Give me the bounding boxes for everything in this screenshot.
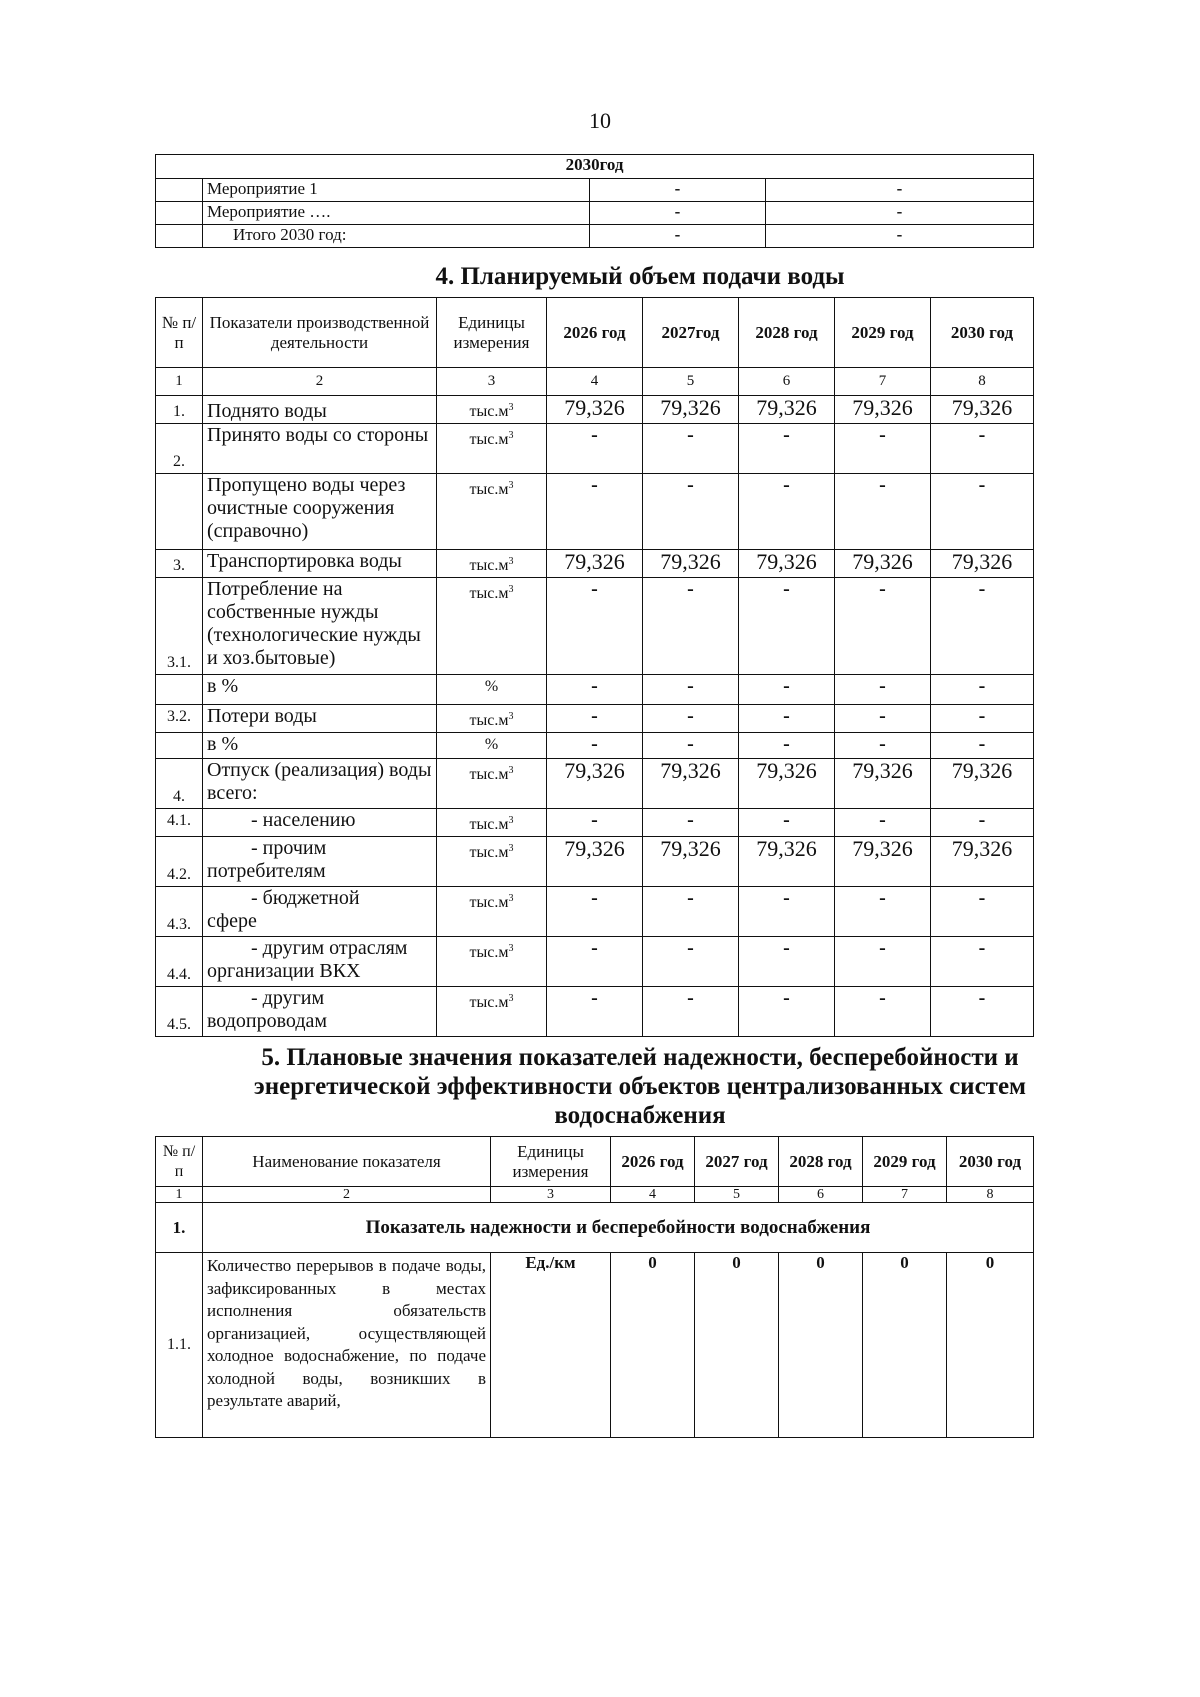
value-cell: - [547, 578, 643, 675]
value-cell: - [643, 809, 739, 837]
col-number: 8 [947, 1187, 1034, 1203]
row-number: 1.1. [156, 1253, 203, 1438]
value-cell: - [643, 424, 739, 474]
header-unit: Единицы измерения [437, 298, 547, 368]
section-4-title: 4. Планируемый объем подачи воды [435, 263, 845, 290]
activity-total: Итого 2030 год: [203, 225, 590, 248]
row-label: - бюджетной сфере [203, 887, 437, 937]
table-2030-activities [155, 154, 1034, 248]
row-number: 4.2. [156, 837, 203, 887]
value-cell: - [931, 887, 1034, 937]
value-cell: - [547, 987, 643, 1037]
row-label: Количество перерывов в подаче воды, зафиксированных в местах исполнения обязательств организацией, осуществляющей холодное водоснабжение, по подаче холодной воды, возникших в результате аварий, [203, 1253, 491, 1438]
value-cell: 79,326 [931, 837, 1034, 887]
col-number: 5 [643, 368, 739, 396]
header-2027: 2027год [643, 298, 739, 368]
header-name: Наименование показателя [203, 1137, 491, 1187]
col-number: 2 [203, 368, 437, 396]
value-cell: - [739, 887, 835, 937]
row-number: 4.4. [156, 937, 203, 987]
unit-cell: $тыс.м^3$ [437, 424, 547, 474]
value-cell: 79,326 [643, 837, 739, 887]
value-cell: - [739, 987, 835, 1037]
value-cell: 0 [611, 1253, 695, 1438]
value-cell: 79,326 [643, 550, 739, 578]
row-label: Поднято воды [203, 396, 437, 424]
value-cell: 0 [863, 1253, 947, 1438]
value-cell: 79,326 [739, 550, 835, 578]
value-cell: - [643, 705, 739, 733]
group-number: 1. [156, 1203, 203, 1253]
value-cell: - [931, 578, 1034, 675]
value-cell: - [835, 937, 931, 987]
header-indicator: Показатели производственной деятельности [203, 298, 437, 368]
value-cell: - [643, 937, 739, 987]
row-number: 1. [156, 396, 203, 424]
value-cell: - [931, 474, 1034, 550]
table-row [156, 474, 1034, 550]
unit-cell: $тыс.м^3$ [437, 578, 547, 675]
value-cell: 79,326 [643, 396, 739, 424]
header-2030: 2030 год [931, 298, 1034, 368]
col-number: 7 [835, 368, 931, 396]
value-cell: 79,326 [547, 396, 643, 424]
activity-value: - [766, 225, 1034, 248]
unit-cell: $тыс.м^3$ [437, 396, 547, 424]
header-2029: 2029 год [863, 1137, 947, 1187]
value-cell: 79,326 [835, 759, 931, 809]
table-row [156, 1253, 1034, 1438]
value-cell: 79,326 [835, 550, 931, 578]
value-cell: 79,326 [835, 396, 931, 424]
unit-cell: $тыс.м^3$ [437, 759, 547, 809]
value-cell: 79,326 [835, 837, 931, 887]
value-cell: - [931, 987, 1034, 1037]
value-cell: 79,326 [739, 759, 835, 809]
row-number: 4.5. [156, 987, 203, 1037]
col-number: 2 [203, 1187, 491, 1203]
row-label: Потребление на собственные нужды (технологические нужды и хоз.бытовые) [203, 578, 437, 675]
row-label: Принято воды со стороны [203, 424, 437, 474]
value-cell: - [931, 937, 1034, 987]
unit-cell: Ед./км [491, 1253, 611, 1438]
value-cell: - [643, 987, 739, 1037]
value-cell: - [835, 424, 931, 474]
activity-value: - [590, 225, 766, 248]
value-cell: - [739, 937, 835, 987]
col-number: 3 [437, 368, 547, 396]
value-cell: - [547, 675, 643, 705]
group-title: Показатель надежности и бесперебойности водоснабжения [203, 1203, 1034, 1253]
row-number: 4.3. [156, 887, 203, 937]
value-cell: - [547, 424, 643, 474]
col-number: 4 [547, 368, 643, 396]
header-2027: 2027 год [695, 1137, 779, 1187]
header-2029: 2029 год [835, 298, 931, 368]
table-row [156, 937, 1034, 987]
value-cell: - [835, 987, 931, 1037]
value-cell: - [547, 937, 643, 987]
unit-cell: $тыс.м^3$ [437, 837, 547, 887]
col-number: 6 [739, 368, 835, 396]
column-numbers-row [156, 368, 1034, 396]
unit-cell: $тыс.м^3$ [437, 887, 547, 937]
col-number: 6 [779, 1187, 863, 1203]
activity-value: - [766, 202, 1034, 225]
header-unit: Единицы измерения [491, 1137, 611, 1187]
unit-cell: % [437, 675, 547, 705]
value-cell: - [931, 733, 1034, 759]
value-cell: - [739, 705, 835, 733]
col-number: 7 [863, 1187, 947, 1203]
row-label: - населению [203, 809, 437, 837]
value-cell: - [643, 474, 739, 550]
table-row [156, 987, 1034, 1037]
value-cell: 79,326 [643, 759, 739, 809]
header-2028: 2028 год [779, 1137, 863, 1187]
value-cell: - [739, 733, 835, 759]
value-cell: - [739, 424, 835, 474]
value-cell: - [739, 675, 835, 705]
value-cell: - [547, 705, 643, 733]
table-row [156, 179, 1034, 202]
reliability-table [155, 1136, 1034, 1438]
activity-value: - [590, 179, 766, 202]
row-number: 3. [156, 550, 203, 578]
unit-cell: $тыс.м^3$ [437, 937, 547, 987]
value-cell: - [547, 733, 643, 759]
row-number: 4.1. [156, 809, 203, 837]
unit-cell: $тыс.м^3$ [437, 987, 547, 1037]
value-cell: - [739, 809, 835, 837]
table-row [156, 809, 1034, 837]
value-cell: - [835, 675, 931, 705]
row-label: - другим водопроводам [203, 987, 437, 1037]
value-cell: 0 [779, 1253, 863, 1438]
unit-cell: $тыс.м^3$ [437, 474, 547, 550]
value-cell: - [835, 733, 931, 759]
value-cell: 79,326 [931, 396, 1034, 424]
value-cell: 79,326 [931, 759, 1034, 809]
value-cell: - [835, 474, 931, 550]
header-num: № п/п [156, 1137, 203, 1187]
unit-cell: $тыс.м^3$ [437, 550, 547, 578]
value-cell: - [835, 809, 931, 837]
col-number: 3 [491, 1187, 611, 1203]
activity-name: Мероприятие 1 [203, 179, 590, 202]
row-label: Пропущено воды через очистные сооружения (справочно) [203, 474, 437, 550]
column-numbers-row [156, 1187, 1034, 1203]
row-label: - другим отраслям организации ВКХ [203, 937, 437, 987]
value-cell: - [547, 809, 643, 837]
col-number: 4 [611, 1187, 695, 1203]
value-cell: - [643, 578, 739, 675]
table-row [156, 759, 1034, 809]
value-cell: - [835, 887, 931, 937]
table-row [156, 578, 1034, 675]
row-number: 3.1. [156, 578, 203, 675]
value-cell: - [547, 474, 643, 550]
value-cell: 79,326 [739, 837, 835, 887]
value-cell: 79,326 [739, 396, 835, 424]
section-5-title: 5. Плановые значения показателей надежности, бесперебойности и энергетической эффективности объектов централизованных систем водоснабжения [253, 1044, 1027, 1129]
col-number: 1 [156, 1187, 203, 1203]
value-cell: - [835, 578, 931, 675]
value-cell: - [739, 578, 835, 675]
row-label: Отпуск (реализация) воды всего: [203, 759, 437, 809]
table-row [156, 675, 1034, 705]
row-number: 2. [156, 424, 203, 474]
unit-cell: % [437, 733, 547, 759]
unit-cell: $тыс.м^3$ [437, 809, 547, 837]
value-cell: - [931, 705, 1034, 733]
header-2026: 2026 год [611, 1137, 695, 1187]
value-cell: 0 [695, 1253, 779, 1438]
value-cell: - [931, 424, 1034, 474]
header-2028: 2028 год [739, 298, 835, 368]
activity-value: - [590, 202, 766, 225]
header-num: № п/п [156, 298, 203, 368]
row-label: Транспортировка воды [203, 550, 437, 578]
col-number: 1 [156, 368, 203, 396]
value-cell: - [739, 474, 835, 550]
row-label: в % [203, 733, 437, 759]
table-2030-header: 2030год [156, 155, 1034, 179]
row-label: Потери воды [203, 705, 437, 733]
row-label: в % [203, 675, 437, 705]
header-2026: 2026 год [547, 298, 643, 368]
table-row [156, 733, 1034, 759]
value-cell: 79,326 [547, 837, 643, 887]
table-row [156, 202, 1034, 225]
value-cell: - [931, 675, 1034, 705]
table-row [156, 396, 1034, 424]
table-row [156, 1203, 1034, 1253]
value-cell: - [547, 887, 643, 937]
table-row [156, 550, 1034, 578]
col-number: 5 [695, 1187, 779, 1203]
value-cell: - [643, 675, 739, 705]
header-2030: 2030 год [947, 1137, 1034, 1187]
value-cell: 79,326 [931, 550, 1034, 578]
table-row [156, 225, 1034, 248]
col-number: 8 [931, 368, 1034, 396]
row-number: 3.2. [156, 705, 203, 733]
table-row [156, 887, 1034, 937]
value-cell: - [643, 887, 739, 937]
activity-value: - [766, 179, 1034, 202]
value-cell: 0 [947, 1253, 1034, 1438]
table-row [156, 837, 1034, 887]
value-cell: - [643, 733, 739, 759]
row-label: - прочим потребителям [203, 837, 437, 887]
table-row [156, 705, 1034, 733]
water-supply-table [155, 297, 1034, 1037]
value-cell: 79,326 [547, 550, 643, 578]
value-cell: - [931, 809, 1034, 837]
value-cell: 79,326 [547, 759, 643, 809]
unit-cell: $тыс.м^3$ [437, 705, 547, 733]
activity-name: Мероприятие …. [203, 202, 590, 225]
value-cell: - [835, 705, 931, 733]
page-number: 10 [589, 108, 611, 133]
table-row [156, 424, 1034, 474]
row-number: 4. [156, 759, 203, 809]
